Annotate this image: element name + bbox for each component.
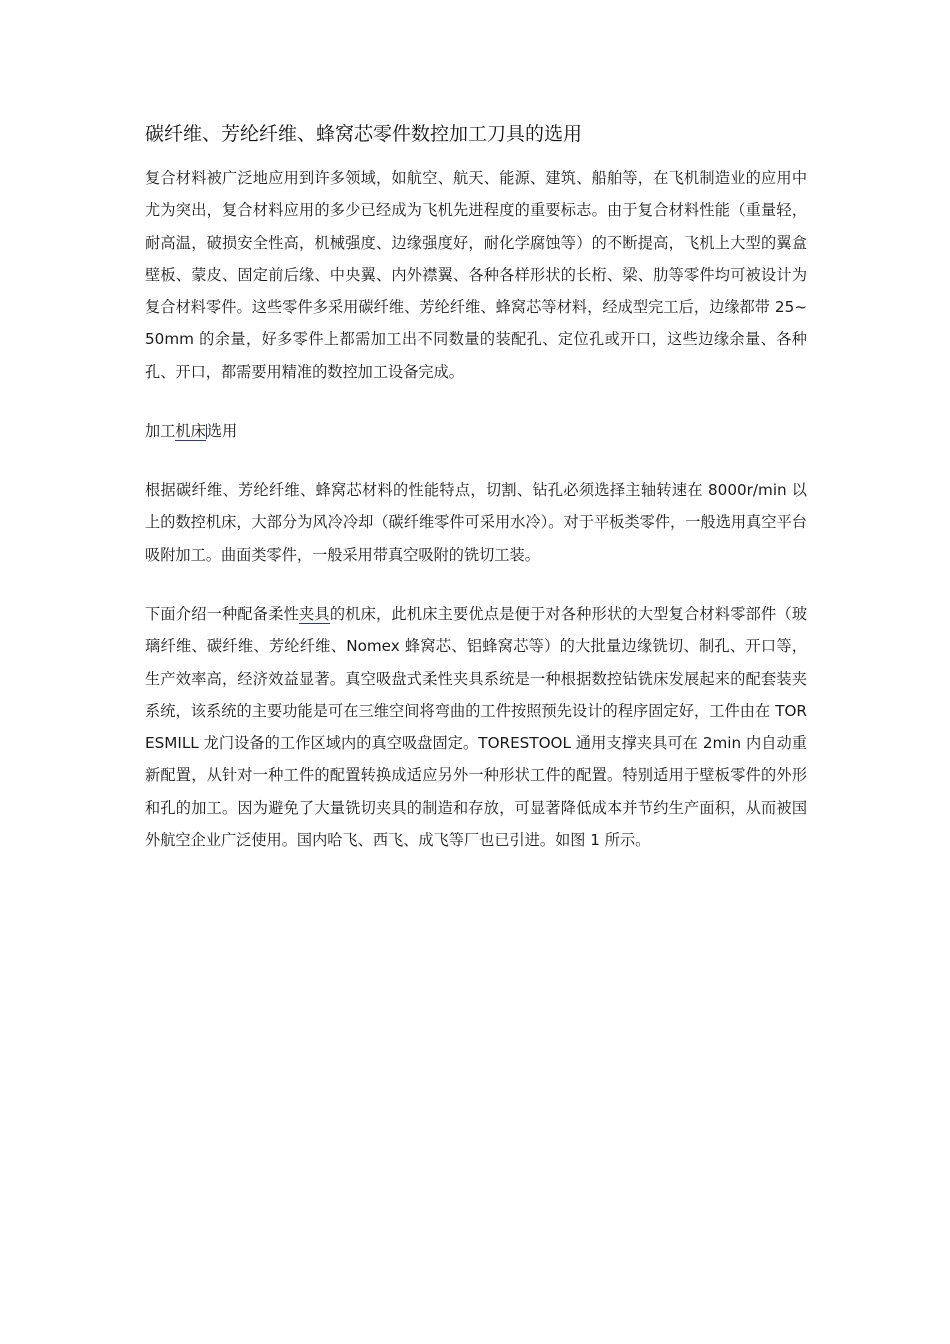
fixture-paragraph-prefix: 下面介绍一种配备柔性 <box>145 604 300 623</box>
section-heading <box>145 415 807 447</box>
document-page <box>145 120 807 856</box>
fixture-paragraph-suffix: 的机床，此机床主要优点是便于对各种形状的大型复合材料零部件（玻璃纤维、碳纤维、芳纶纤维、Nomex 蜂窝芯、铝蜂窝芯等）的大批量边缘铣切、制孔、开口等，生产效率高，经济效益显著。真空吸盘式柔性夹具系统是一种根据数控钻铣床发展起来的配套装夹系统，该系统的主要功能是可在三维空间将弯曲的工件按照预先设计的程序固定好，工件由在 TORESMILL 龙门设备的工作区域内的真空吸盘固定。TORESTOOL 通用支撑夹具可在 2min 内自动重新配置，从针对一种工件的配置转换成适应另外一种形状工件的配置。特别适用于壁板零件的外形和孔的加工。因为避免了大量铣切夹具的制造和存放，可显著降低成本并节约生产面积，从而被国外航空企业广泛使用。国内哈飞、西飞、成飞等厂也已引进。如图 1 所示。 <box>145 604 808 850</box>
fixture-paragraph <box>145 598 807 856</box>
machine-paragraph: 根据碳纤维、芳纶纤维、蜂窝芯材料的性能特点，切割、钻孔必须选择主轴转速在 8000r/min 以上的数控机床，大部分为风冷冷却（碳纤维零件可采用水冷）。对于平板类零件，一般选用真空平台吸附加工。曲面类零件，一般采用带真空吸附的铣切工装。 <box>145 481 807 564</box>
section-heading-suffix: 选用 <box>206 422 238 441</box>
fixture-link[interactable]: 夹具 <box>299 604 330 623</box>
spacer <box>145 388 807 415</box>
machine-tool-link[interactable]: 机床 <box>175 422 206 441</box>
spacer <box>145 571 807 598</box>
intro-paragraph: 复合材料被广泛地应用到许多领域，如航空、航天、能源、建筑、船舶等，在飞机制造业的应用中尤为突出，复合材料应用的多少已经成为飞机先进程度的重要标志。由于复合材料性能（重量轻，耐高温，破损安全性高，机械强度、边缘强度好，耐化学腐蚀等）的不断提高，飞机上大型的翼盒壁板、蒙皮、固定前后缘、中央翼、内外襟翼、各种各样形状的长桁、梁、肋等零件均可被设计为复合材料零件。这些零件多采用碳纤维、芳纶纤维、蜂窝芯等材料，经成型完工后，边缘都带 25~50mm 的余量，好多零件上都需加工出不同数量的装配孔、定位孔或开口，这些边缘余量、各种孔、开口，都需要用精准的数控加工设备完成。 <box>145 169 807 381</box>
section-heading-prefix: 加工 <box>145 422 176 441</box>
spacer <box>145 447 807 474</box>
document-title: 碳纤维、芳纶纤维、蜂窝芯零件数控加工刀具的选用 <box>145 123 583 145</box>
